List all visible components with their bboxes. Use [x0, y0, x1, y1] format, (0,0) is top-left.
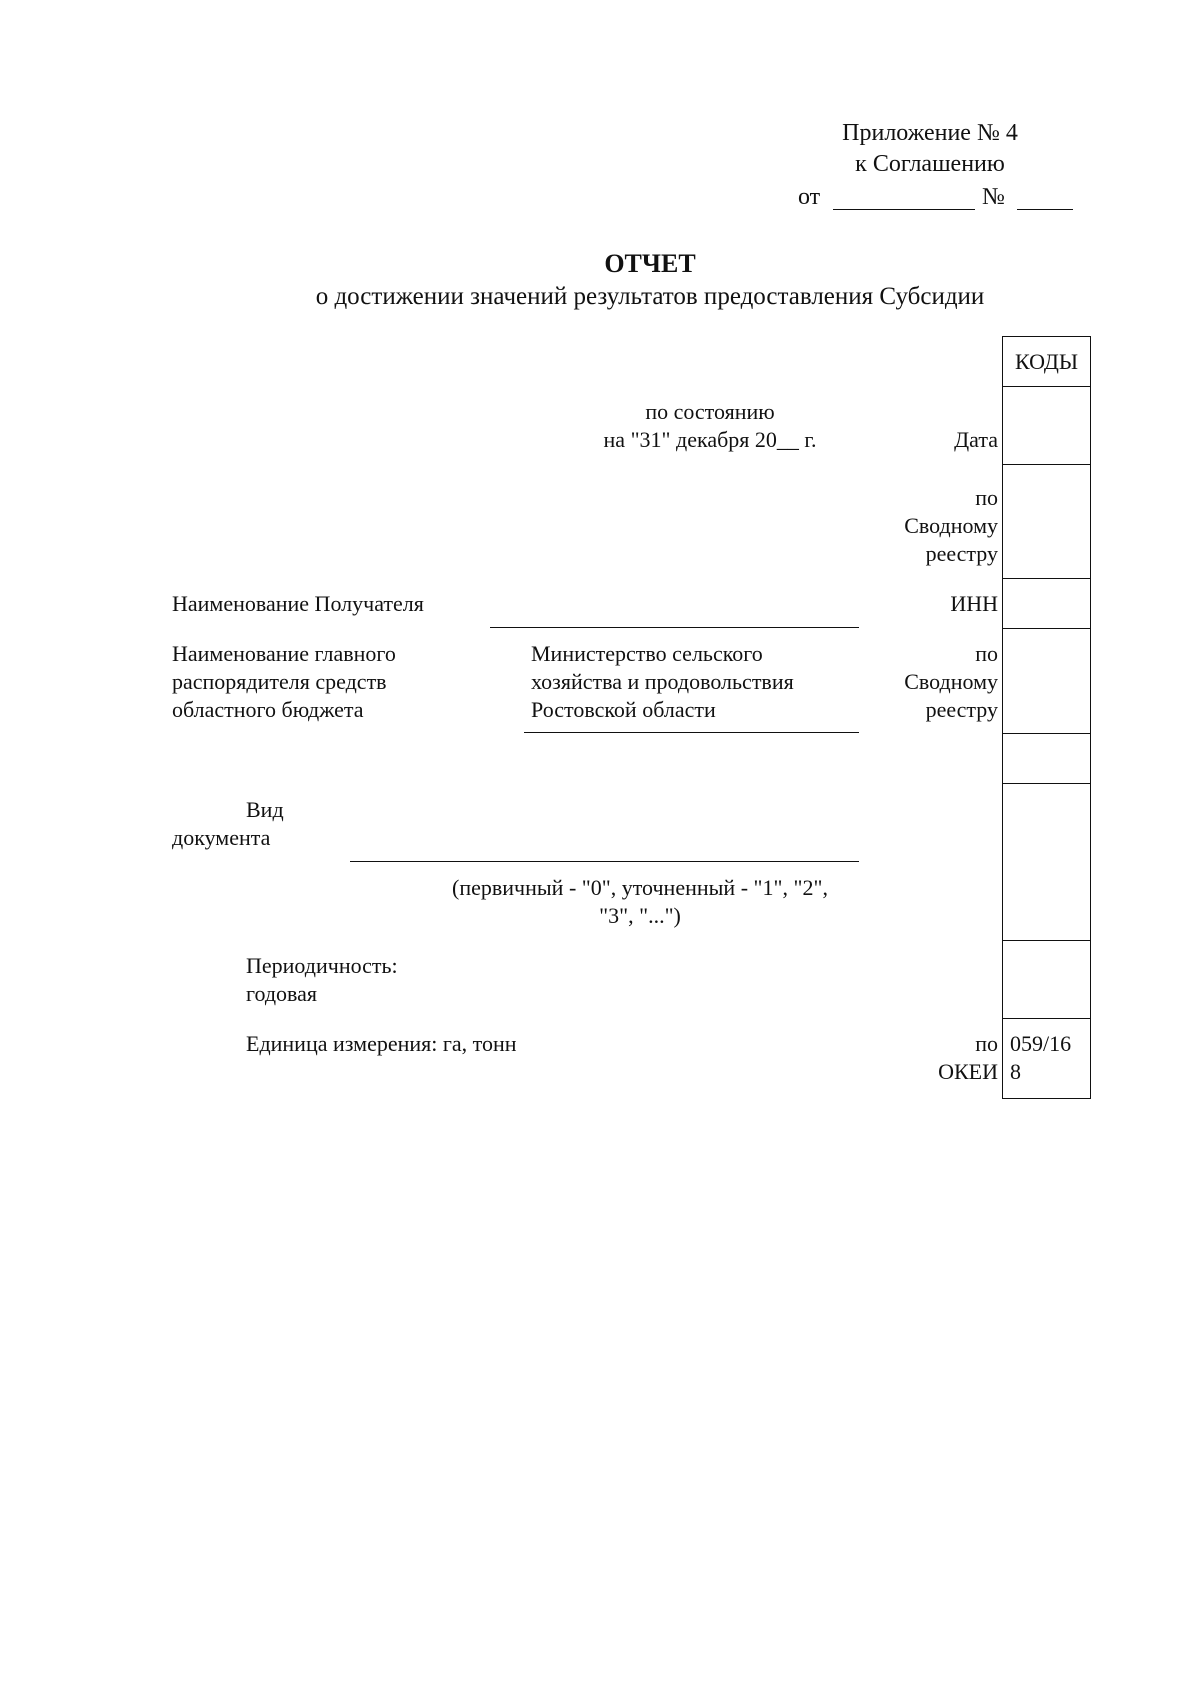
- manager-label-line2: распорядителя средств: [172, 669, 387, 694]
- as-of-date: на "31" декабря 20__ г.: [603, 427, 817, 452]
- registry2-label-line3: реестру: [925, 697, 998, 722]
- registry1-label-line3: реестру: [925, 541, 998, 566]
- doc-type-label-line1: Вид: [246, 797, 284, 822]
- appendix-agreement: к Соглашению: [855, 151, 1005, 177]
- date-label: Дата: [954, 427, 998, 452]
- unit-of-measure: Единица измерения: га, тонн: [246, 1031, 517, 1056]
- manager-value-line3: Ростовской области: [531, 697, 716, 722]
- codes-row-okei-border: [1003, 1018, 1090, 1019]
- doc-type-hint-line2: "3", "..."): [599, 903, 681, 928]
- appendix-number-sign: №: [982, 184, 1005, 210]
- doc-type-line: [350, 861, 859, 862]
- okei-label-line1: по: [975, 1031, 998, 1056]
- periodicity-label: Периодичность:: [246, 953, 398, 978]
- report-subtitle: о достижении значений результатов предоставления Субсидии: [315, 283, 985, 310]
- doc-type-label-line2: документа: [172, 825, 271, 850]
- manager-label-line1: Наименование главного: [172, 641, 396, 666]
- periodicity-value: годовая: [246, 981, 318, 1006]
- registry2-label-line1: по: [975, 641, 998, 666]
- okei-code-line2: 8: [1010, 1059, 1021, 1084]
- report-title: ОТЧЕТ: [604, 249, 696, 278]
- codes-row-blank-border: [1003, 733, 1090, 734]
- okei-code-line1: 059/16: [1010, 1031, 1072, 1056]
- recipient-line: [490, 627, 859, 628]
- registry2-label-line2: Сводному: [904, 669, 998, 694]
- codes-header: КОДЫ: [1014, 349, 1079, 374]
- registry1-label-line2: Сводному: [904, 513, 998, 538]
- appendix-title: Приложение № 4: [842, 120, 1018, 146]
- inn-label: ИНН: [950, 591, 998, 616]
- codes-row-doctype-border: [1003, 783, 1090, 784]
- manager-value-line2: хозяйства и продовольствия: [531, 669, 794, 694]
- codes-row-registry1-border: [1003, 464, 1090, 465]
- manager-line: [524, 732, 859, 733]
- registry1-label-line1: по: [975, 485, 998, 510]
- codes-row-inn-border: [1003, 578, 1090, 579]
- doc-type-hint-line1: (первичный - "0", уточненный - "1", "2",: [452, 875, 828, 900]
- codes-row-registry2-border: [1003, 628, 1090, 629]
- manager-value-line1: Министерство сельского: [531, 641, 763, 666]
- manager-label-line3: областного бюджета: [172, 697, 364, 722]
- appendix-number-blank: [1017, 209, 1073, 210]
- codes-row-date-border: [1003, 386, 1090, 387]
- okei-label-line2: ОКЕИ: [938, 1059, 998, 1084]
- appendix-date-blank: [833, 209, 975, 210]
- codes-table: [1002, 336, 1091, 1099]
- appendix-date-prefix: от: [798, 184, 821, 210]
- recipient-label: Наименование Получателя: [172, 591, 424, 616]
- as-of-label: по состоянию: [645, 399, 775, 424]
- codes-row-periodicity-border: [1003, 940, 1090, 941]
